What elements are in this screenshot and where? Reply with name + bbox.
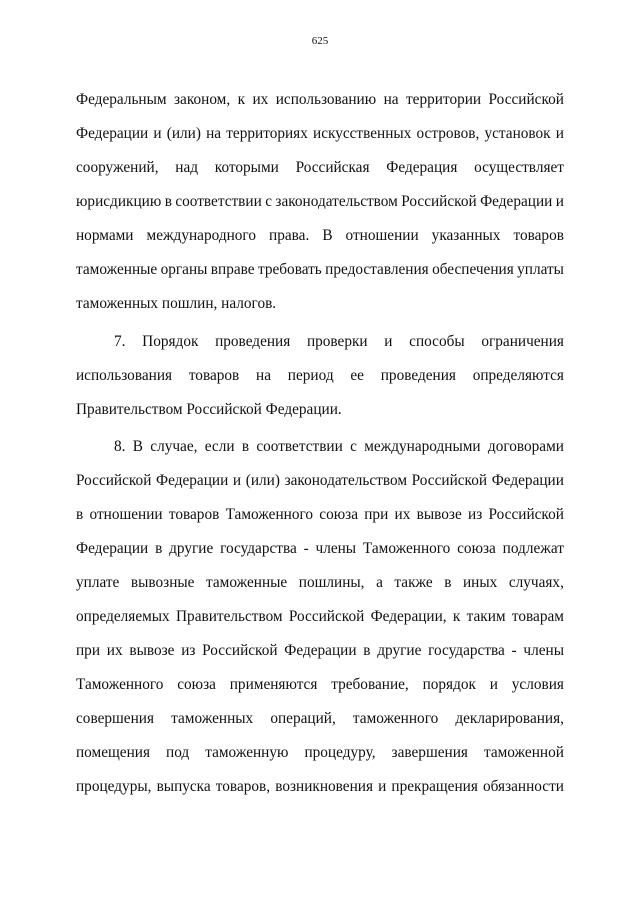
word: Российской [411,472,488,489]
text-line [114,332,564,352]
word: Российской [202,642,278,659]
word: над [175,159,199,176]
word: использования [76,367,173,384]
word: условия [511,676,564,693]
word: союза [177,676,216,693]
word: ее [350,367,364,384]
word: Федерации [284,642,357,659]
word: В [132,438,143,455]
word: процедуры, [76,778,152,795]
text-line: таможенных пошлин, налогов. [76,295,277,312]
word: и [378,778,387,795]
text-line [76,158,564,178]
word: их [106,642,123,659]
word: товаров [513,227,564,244]
word: случае, [150,438,198,455]
word: соответствии [175,193,262,210]
word: другие [169,540,214,557]
word: органы [160,261,208,278]
word: на [383,91,399,108]
word: Федерации [491,472,564,489]
word: осуществляет [474,159,564,176]
word: ограничения [481,333,564,350]
word: обеспечения [432,261,514,278]
word: к [452,608,461,625]
word: при [364,506,389,523]
word: совершения [76,710,154,727]
word: Российской [288,608,365,625]
word: таможенного [352,710,439,727]
word: Федерация [386,159,458,176]
text-line [76,709,564,729]
word: в [155,540,163,557]
word: таким [466,608,506,625]
text-line [76,505,564,525]
word: договорами [487,438,564,455]
word: товаров [188,367,240,384]
word: если [204,438,235,455]
word: в [76,506,84,523]
word: территориях [226,125,308,142]
word: проведения [380,367,456,384]
text-line [76,226,564,246]
word: использованию [275,91,377,108]
word: товаров [168,506,220,523]
word: союза [319,506,358,523]
word: - [303,540,309,557]
word: - [511,642,517,659]
word: и [232,472,242,489]
word: отношении [345,227,419,244]
text-line [76,366,564,386]
word: на [256,367,272,384]
word: из [181,642,196,659]
word: другие [377,642,422,659]
word: права. [269,227,310,244]
text-line [76,192,564,212]
word: требование, [331,676,409,693]
word: вывозе [416,506,462,523]
word: их [394,506,411,523]
text-line [76,539,564,559]
word: проверки [306,333,368,350]
word: проведения [215,333,291,350]
word: возникновения [275,778,373,795]
text-line [76,471,564,491]
word: случаях, [508,574,564,591]
word: пошлины, [298,574,365,591]
word: (или) [245,472,280,489]
word: государства [428,642,505,659]
word: из [468,506,483,523]
word: их [252,91,269,108]
word: также [394,574,433,591]
word: определяемых [76,608,170,625]
word: законодательством [284,472,408,489]
word: 8. [114,438,126,455]
word: на [206,125,222,142]
word: нормами [76,227,134,244]
word: В [322,227,333,244]
word: требовать [257,261,322,278]
word: в [241,438,250,455]
word: а [376,574,383,591]
word: законом, [174,91,231,108]
word: в [444,574,452,591]
word: и [153,125,162,142]
word: таможенных [171,710,254,727]
word: и [384,333,393,350]
word: процедуру, [304,744,376,761]
word: Федерации [76,540,149,557]
word: сооружений, [76,159,159,176]
word: применяются [229,676,318,693]
word: способы [409,333,465,350]
word: отношении [89,506,163,523]
word: обязанности [482,778,564,795]
word: указанных [431,227,501,244]
text-line [76,260,564,280]
word: таможенную [205,744,289,761]
word: Таможенного [362,540,451,557]
word: товарам [511,608,564,625]
word: таможенной [483,744,564,761]
word: Федерации, [370,608,447,625]
word: Порядок [142,333,199,350]
word: Федерации [76,125,149,142]
word: соответствии [256,438,343,455]
text-line [76,607,564,627]
word: при [76,642,101,659]
word: островов, [416,125,480,142]
word: которыми [214,159,279,176]
word: Российской [401,193,477,210]
word: прекращения [391,778,478,795]
text-line [76,777,564,797]
word: к [237,91,246,108]
word: и [555,193,564,210]
word: территории [406,91,482,108]
word: вывозе [129,642,175,659]
word: помещения [76,744,150,761]
word: операций, [270,710,336,727]
word: вправе [210,261,255,278]
word: таможенные [206,574,288,591]
word: члены [315,540,357,557]
word: государства [220,540,297,557]
word: уплаты [517,261,564,278]
text-line [114,437,564,457]
word: международными [364,438,481,455]
word: таможенные [76,261,158,278]
word: Таможенного [76,676,164,693]
word: завершения [391,744,468,761]
word: Федерации [156,472,229,489]
word: Российская [295,159,370,176]
word: с [350,438,357,455]
word: законодательством [275,193,398,210]
text-line: Правительством Российской Федерации. [76,401,342,418]
word: установок [484,125,551,142]
text-line [76,641,564,661]
word: определяются [472,367,564,384]
word: вывозные [130,574,195,591]
word: Таможенного [225,506,314,523]
page-number: 625 [311,35,329,47]
word: члены [523,642,564,659]
word: под [166,744,190,761]
word: в [363,642,371,659]
word: и [489,676,498,693]
word: предоставления [325,261,429,278]
word: Федерации [480,193,553,210]
word: союза [457,540,496,557]
word: и [555,125,564,142]
word: искусственных [313,125,412,142]
word: Российской [488,506,564,523]
word: уплате [76,574,120,591]
word: Российской [488,91,564,108]
word: порядок [422,676,476,693]
text-line [76,573,564,593]
text-line [76,675,564,695]
word: подлежат [502,540,564,557]
word: в [164,193,172,210]
word: (или) [166,125,201,142]
word: юрисдикцию [76,193,162,210]
word: с [265,193,272,210]
text-line [76,124,564,144]
word: декларирования, [455,710,564,727]
word: товаров, [215,778,271,795]
word: период [287,367,334,384]
text-line [76,743,564,763]
word: Российской [76,472,152,489]
word: Федеральным [76,91,167,108]
word: Правительством [176,608,283,625]
word: выпуска [156,778,211,795]
text-line [76,90,564,110]
word: 7. [114,333,126,350]
word: иных [462,574,498,591]
word: международного [146,227,256,244]
